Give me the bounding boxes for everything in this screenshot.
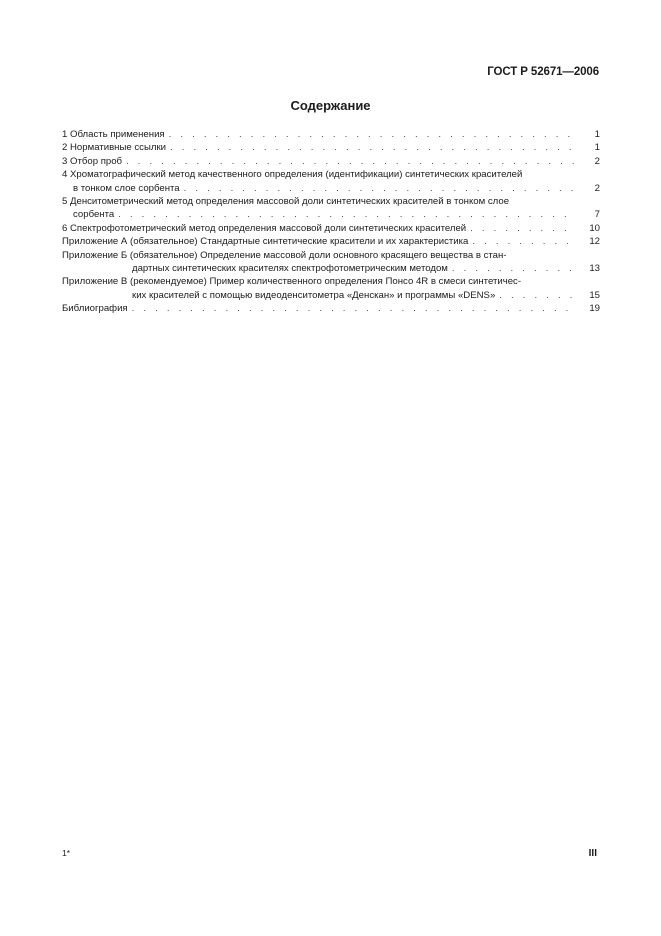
toc-entry-text: Приложение В (рекомендуемое) Пример количественного определения Понсо 4R в смеси синтетичес-	[62, 276, 522, 288]
toc-page-number: 19	[589, 303, 600, 315]
dot-leader	[470, 222, 574, 235]
document-id: ГОСТ Р 52671—2006	[487, 66, 599, 78]
dot-leader	[184, 182, 574, 195]
toc-entry[interactable]	[62, 168, 600, 195]
toc-entry-text-continued: в тонком слое сорбента	[73, 182, 180, 194]
toc-entry-appendix[interactable]	[62, 275, 600, 302]
toc-entry[interactable]	[62, 155, 600, 168]
toc-entry[interactable]	[62, 222, 600, 235]
dot-leader	[169, 128, 574, 141]
toc-entry-appendix[interactable]	[62, 249, 600, 276]
dot-leader	[472, 235, 574, 248]
toc-entry-text: 5 Денситометрический метод определения массовой доли синтетических красителей в тонком слое	[62, 196, 510, 208]
toc-entry-text: 6 Спектрофотометрический метод определения массовой доли синтетических красителей	[62, 222, 467, 234]
toc-page-number: 12	[589, 236, 600, 248]
toc-entry[interactable]	[62, 128, 600, 141]
toc-entry-text: 4 Хроматографический метод качественного определения (идентификации) синтетических красителей	[62, 169, 523, 181]
toc-entry-text: 2 Нормативные ссылки	[62, 142, 167, 154]
toc-entry-text-continued: дартных синтетических красителях спектрофотометрическим методом	[132, 263, 448, 275]
toc-page-number: 15	[589, 289, 600, 301]
toc-entry-text: Библиография	[62, 303, 128, 315]
toc-page-number: 7	[594, 209, 600, 221]
toc-entry-appendix[interactable]	[62, 235, 600, 248]
toc-title: Содержание	[290, 98, 371, 113]
dot-leader	[170, 141, 574, 154]
dot-leader	[132, 302, 574, 315]
toc-page-number: 10	[589, 222, 600, 234]
dot-leader	[118, 208, 574, 221]
toc-page-number: 13	[589, 263, 600, 275]
toc-entry-text-continued: ких красителей с помощью видеоденситометра «Денскан» и программы «DENS»	[132, 289, 496, 301]
dot-leader	[499, 289, 574, 302]
toc-page-number: 2	[594, 155, 600, 167]
toc-entry[interactable]	[62, 302, 600, 315]
table-of-contents	[62, 128, 600, 316]
dot-leader	[452, 262, 574, 275]
page-number: III	[588, 848, 597, 859]
toc-entry-text: Приложение Б (обязательное) Определение массовой доли основного красящего вещества в стан-	[62, 249, 507, 261]
toc-entry-text: 1 Область применения	[62, 129, 165, 140]
toc-entry[interactable]	[62, 195, 600, 222]
toc-entry-text: Приложение А (обязательное) Стандартные синтетические красители и их характеристика	[62, 236, 469, 248]
toc-entry-text-continued: сорбента	[73, 209, 115, 221]
dot-leader	[126, 155, 574, 168]
toc-page-number: 1	[594, 142, 600, 154]
toc-page-number: 2	[594, 182, 600, 194]
sheet-mark: 1*	[62, 848, 71, 858]
toc-page-number: 1	[594, 129, 600, 140]
toc-entry[interactable]	[62, 141, 600, 154]
toc-entry-text: 3 Отбор проб	[62, 155, 123, 167]
